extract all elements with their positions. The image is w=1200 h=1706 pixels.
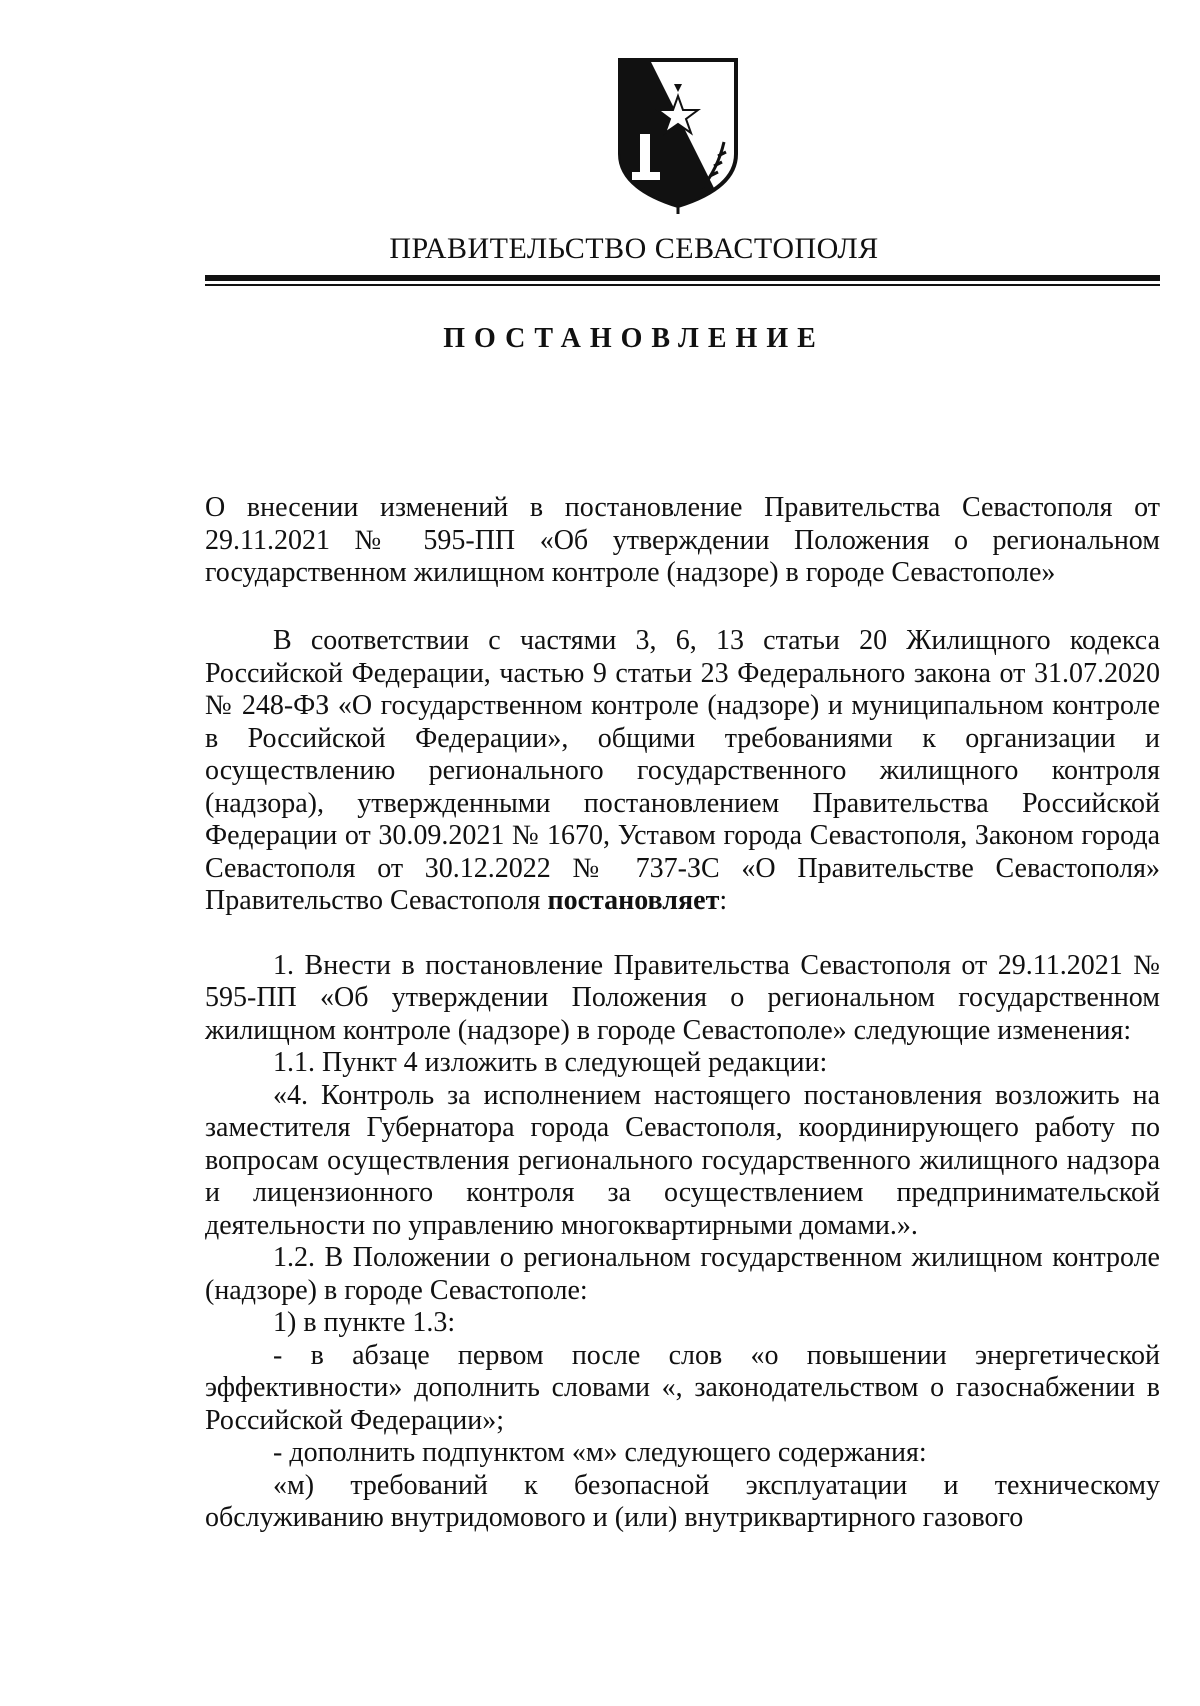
organization-name: ПРАВИТЕЛЬСТВО СЕВАСТОПОЛЯ (389, 232, 879, 265)
document-body (205, 625, 1160, 1535)
header-rule-thick (205, 275, 1160, 281)
header-rule-thin (205, 284, 1160, 286)
item-1-1-quote: «4. Контроль за исполнением настоящего постановления возложить на заместителя Губернатора города Севастополя, координирующего работу по вопросам осуществления регионального государственного жилищного надзора и лицензионного контроля за осуществлением предпринимательской деятельности по управлению многоквартирными домами.». (205, 1079, 1160, 1241)
item-1-1: 1.1. Пункт 4 изложить в следующей редакции: (273, 1047, 828, 1078)
document-type: ПОСТАНОВЛЕНИЕ (443, 323, 825, 354)
document-title: О внесении изменений в постановление Правительства Севастополя от 29.11.2021 № 595-ПП «Об утверждении Положения о региональном государственном жилищном контроле (надзоре) в городе Севастополе» (205, 492, 1160, 588)
document-title-block (205, 492, 1160, 590)
preamble-colon: : (719, 885, 728, 916)
item-subpoint-m: «м) требований к безопасной эксплуатации и техническому обслуживанию внутридомового и (или) внутриквартирного газового (205, 1469, 1160, 1533)
coat-of-arms-icon (614, 56, 742, 214)
paragraph-gap (205, 918, 1160, 950)
preamble-paragraph (205, 625, 1160, 918)
resolves-word: постановляет (547, 885, 720, 916)
item-1-2-sub-1: 1) в пункте 1.3: (273, 1307, 456, 1338)
item-1: 1. Внести в постановление Правительства Севастополя от 29.11.2021 № 595-ПП «Об утверждении Положения о региональном государственном жилищном контроле (надзоре) в городе Севастополе» следующие изменения: (205, 949, 1160, 1046)
item-1-2: 1.2. В Положении о региональном государственном жилищном контроле (надзоре) в городе Севастополе: (205, 1242, 1160, 1306)
item-dash-2: - дополнить подпунктом «м» следующего содержания: (273, 1437, 927, 1468)
item-dash-1: - в абзаце первом после слов «о повышении энергетической эффективности» дополнить словами «, законодательством о газоснабжении в Российской Федерации»; (205, 1339, 1160, 1436)
preamble-text: В соответствии с частями 3, 6, 13 статьи 20 Жилищного кодекса Российской Федерации, частью 9 статьи 23 Федерального закона от 31.07.2020 № 248-ФЗ «О государственном контроле (надзоре) и муниципальном контроле в Российской Федерации», общими требованиями к организации и осуществлению регионального государственного жилищного контроля (надзора), утвержденными постановлением Правительства Российской Федерации от 30.09.2021 № 1670, Уставом города Севастополя, Законом города Севастополя от 30.12.2022 № 737-ЗС «О Правительстве Севастополя» Правительство Севастополя (205, 625, 1160, 916)
